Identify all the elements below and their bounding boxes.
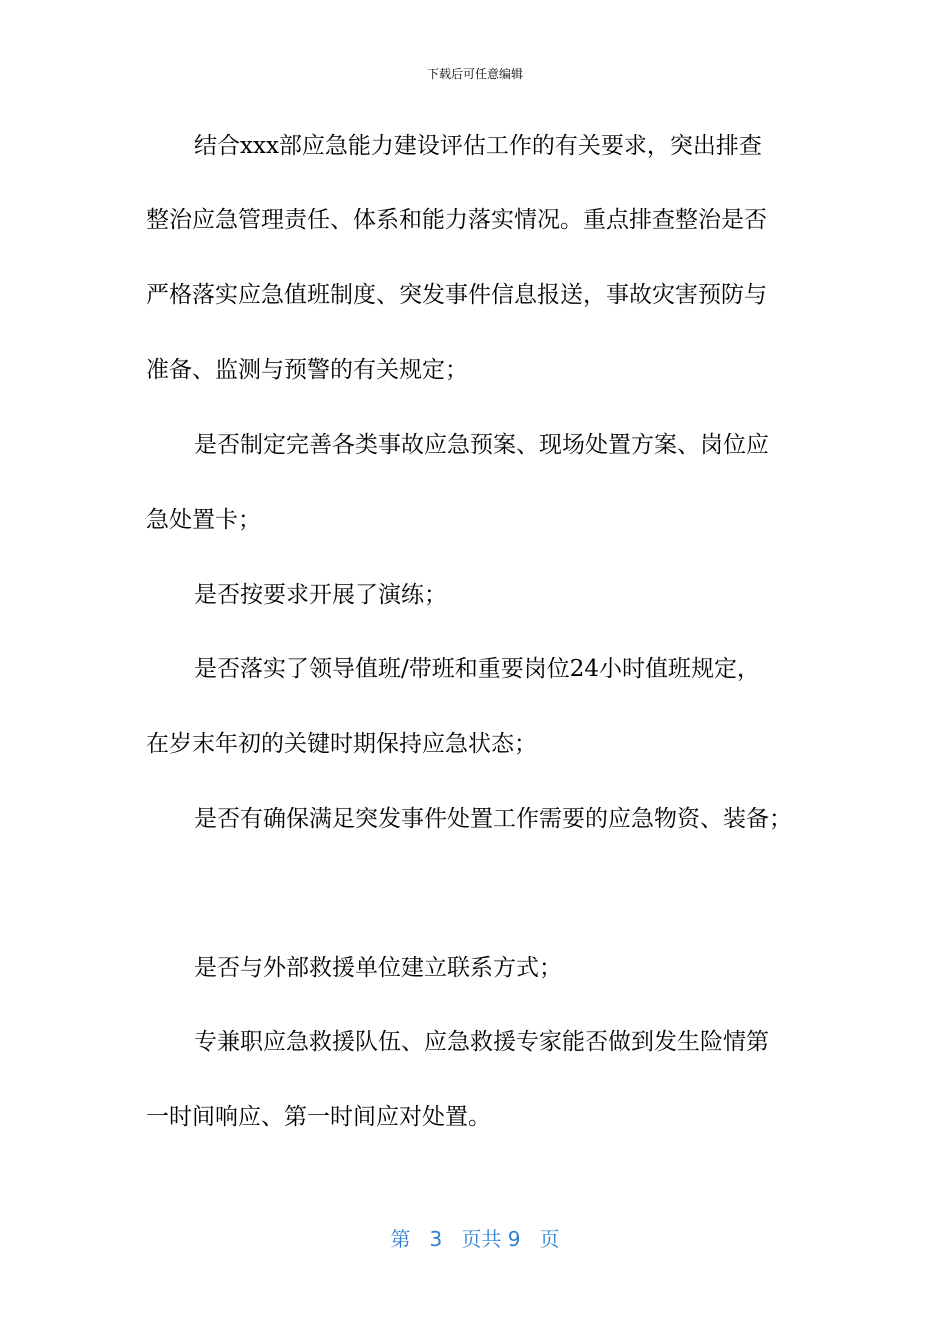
paragraph-line: 整治应急管理责任、体系和能力落实情况。重点排查整治是否 (146, 207, 767, 233)
paragraph-line: 是否按要求开展了演练； (194, 582, 447, 608)
paragraph-line: 在岁末年初的关键时期保持应急状态； (146, 731, 537, 757)
paragraph-line: 是否制定完善各类事故应急预案、现场处置方案、岗位应 (194, 432, 769, 458)
current-page-number: 3 (429, 1227, 443, 1251)
paragraph-line: 准备、监测与预警的有关规定； (146, 357, 468, 383)
page-label-prefix: 第 (390, 1227, 411, 1251)
paragraph-line: 是否有确保满足突发事件处置工作需要的应急物资、装备； (194, 806, 792, 832)
paragraph-line: 是否与外部救援单位建立联系方式； (194, 955, 562, 981)
paragraph-line: 急处置卡； (146, 507, 261, 533)
paragraph-line: 专兼职应急救援队伍、应急救援专家能否做到发生险情第 (194, 1029, 769, 1055)
page-header: 下载后可任意编辑 (426, 67, 523, 81)
page-label-suffix: 页 (539, 1227, 560, 1251)
paragraph-line: 结合xxx部应急能力建设评估工作的有关要求，突出排查 (194, 133, 762, 159)
paragraph-line: 一时间响应、第一时间应对处置。 (146, 1104, 491, 1130)
paragraph-line: 严格落实应急值班制度、突发事件信息报送，事故灾害预防与 (146, 282, 767, 308)
page-number-footer (0, 1226, 950, 1252)
page-label-mid: 页共 (461, 1227, 502, 1251)
paragraph-line: 是否落实了领导值班/带班和重要岗位24小时值班规定， (194, 656, 761, 682)
total-pages-number: 9 (507, 1227, 521, 1251)
